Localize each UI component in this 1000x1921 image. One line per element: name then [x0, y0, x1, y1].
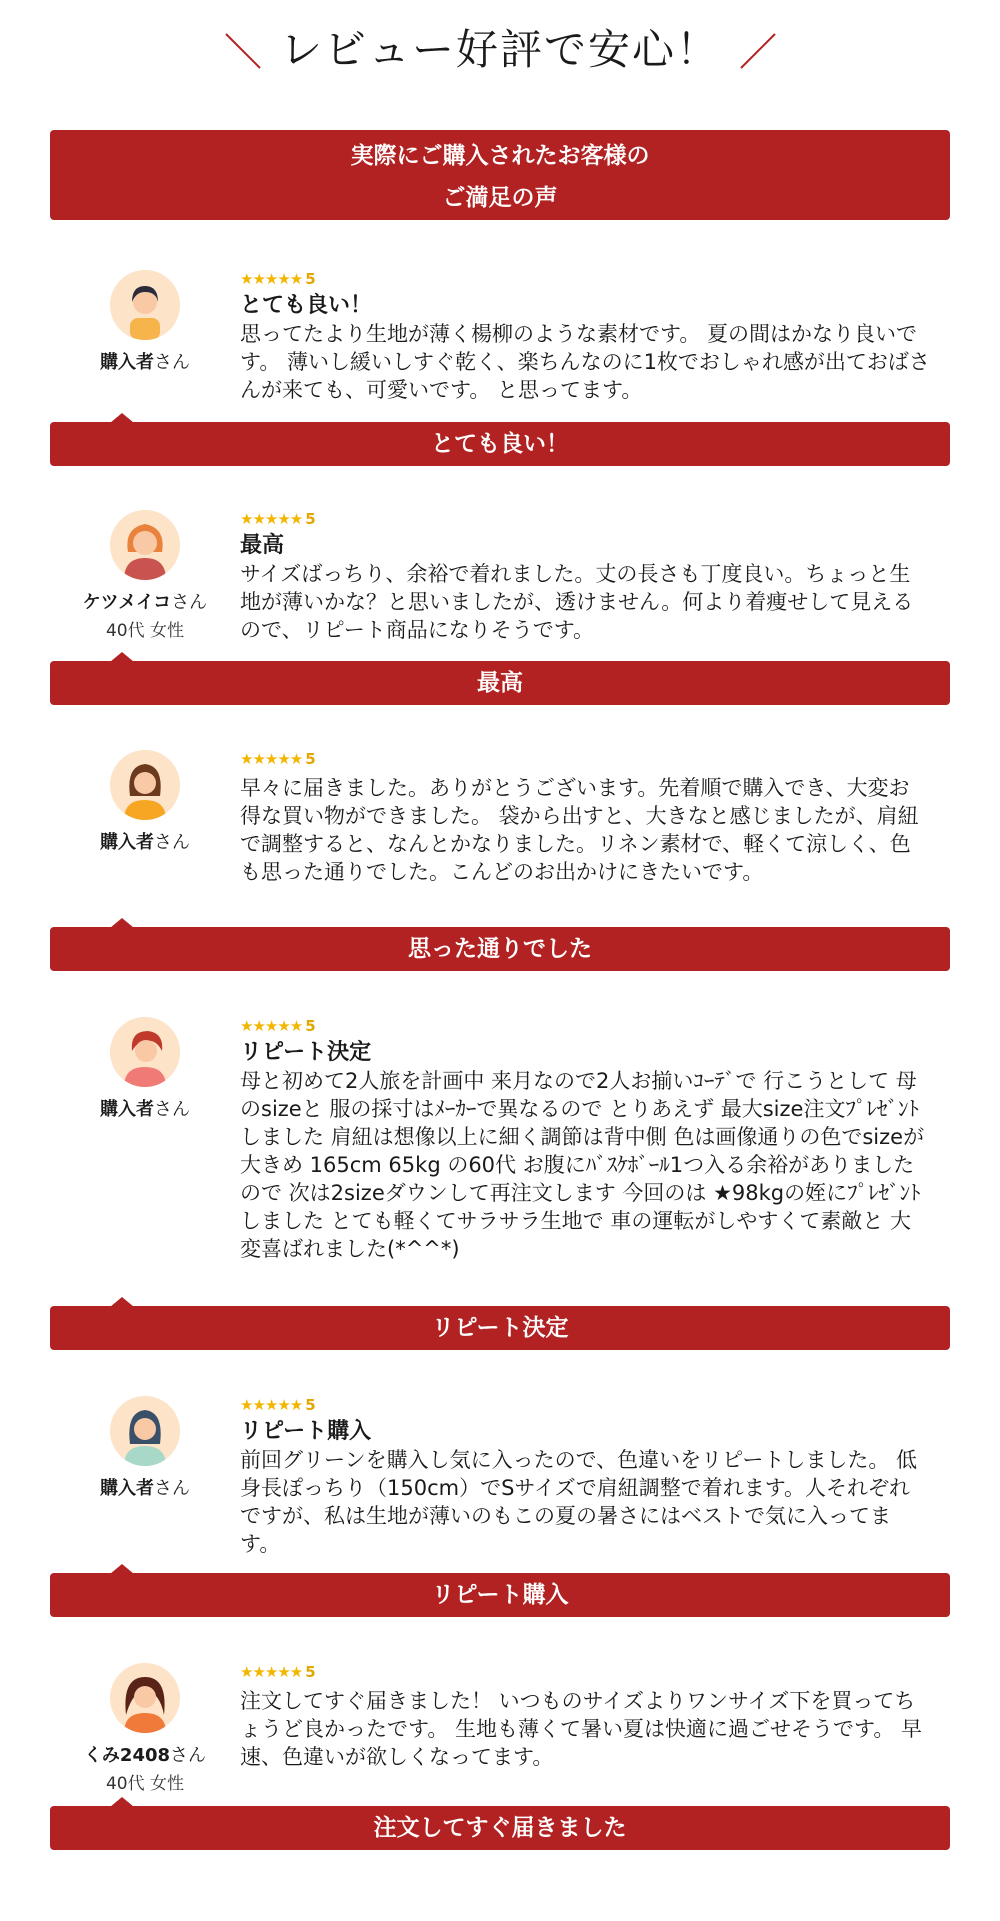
star-rating — [240, 510, 930, 528]
review-text: 思ってたより生地が薄く楊柳のような素材です。 夏の間はかなり良いです。 薄いし緩いしすぐ乾く、楽ちんなのに1枚でおしゃれ感が出ておばさんが来ても、可愛いです。 と思ってます。 — [240, 322, 930, 402]
review-text: 注文してすぐ届きました！ いつものサイズよりワンサイズ下を買ってちょうど良かったです。 生地も薄くて暑い夏は快適に過ごせそうです。 早速、色違いが欲しくなってます。 — [240, 1689, 922, 1769]
intro-banner — [50, 130, 950, 220]
banner-notch-icon — [110, 1797, 134, 1807]
woman-avatar-icon — [110, 270, 180, 340]
review-banner-label: とても良い！ — [431, 431, 569, 457]
star-rating — [240, 1017, 930, 1035]
review-banner — [50, 927, 950, 971]
review-banner — [50, 422, 950, 466]
rating-value: 5 — [305, 1663, 316, 1681]
banner-notch-icon — [110, 1297, 134, 1307]
review-banner — [50, 1306, 950, 1350]
review-banner-label: リピート決定 — [431, 1315, 569, 1341]
honorific: さん — [154, 352, 190, 373]
review-text: サイズばっちり、余裕で着れました。丈の長さも丁度良い。ちょっと生地が薄いかな？と思いましたが、透けません。何より着痩せして見えるので、リピート商品になりそうです。 — [240, 562, 914, 642]
woman-avatar-icon — [110, 1396, 180, 1466]
review-text: 早々に届きました。ありがとうございます。先着順で購入でき、大変お得な買い物ができました。 袋から出すと、大きなと感じましたが、肩紐で調整すると、なんとかなりました。リネン素材で、軽くて涼しく、色も思った通りでした。こんどのお出かけにきたいです。 — [240, 776, 919, 884]
review-title: リピート決定 — [240, 1040, 372, 1065]
review-banner — [50, 661, 950, 705]
star-rating — [240, 1396, 930, 1414]
rating-value: 5 — [305, 1396, 316, 1414]
review-banner — [50, 1806, 950, 1850]
honorific: さん — [154, 1099, 190, 1120]
reviewer-name: 購入者 — [100, 1099, 154, 1120]
review-banner-label: 最高 — [477, 670, 523, 696]
rating-value: 5 — [305, 750, 316, 768]
honorific: さん — [154, 832, 190, 853]
review-title: リピート購入 — [240, 1419, 372, 1444]
reviewer-name: くみ2408 — [83, 1745, 171, 1766]
review-text: 前回グリーンを購入し気に入ったので、色違いをリピートしました。 低身長ぽっちり（150cm）でSサイズで肩紐調整で着れます。人それぞれですが、私は生地が薄いのもこの夏の暑さにはベストで気に入ってます。 — [240, 1448, 917, 1556]
reviewer-name: 購入者 — [100, 352, 154, 373]
banner-notch-icon — [110, 1564, 134, 1574]
woman-avatar-icon — [110, 1017, 180, 1087]
stars-icon: ★★★★★ — [240, 1017, 303, 1035]
section-header — [0, 20, 1000, 80]
review-banner-label: 注文してすぐ届きました — [373, 1815, 627, 1841]
reviewer-name: 購入者 — [100, 1478, 154, 1499]
woman-avatar-icon — [110, 510, 180, 580]
review-banner-label: 思った通りでした — [408, 936, 592, 962]
reviewer-demographic: 40代 女性 — [105, 621, 185, 641]
review-banner — [50, 1573, 950, 1617]
stars-icon: ★★★★★ — [240, 270, 303, 288]
intro-banner-line2: ご満足の声 — [442, 185, 558, 211]
banner-notch-icon — [110, 652, 134, 662]
stars-icon: ★★★★★ — [240, 1396, 303, 1414]
review-title: とても良い！ — [240, 293, 373, 318]
stars-icon: ★★★★★ — [240, 1663, 303, 1681]
honorific: さん — [171, 592, 208, 613]
rating-value: 5 — [305, 510, 316, 528]
rating-value: 5 — [305, 270, 316, 288]
review-title: 最高 — [240, 533, 285, 558]
banner-notch-icon — [110, 918, 134, 928]
review-text: 母と初めて2人旅を計画中 来月なので2人お揃いｺｰﾃﾞで 行こうとして 母のsizeと 服の採寸はﾒｰｶｰで異なるので とりあえず 最大size注文ﾌﾟﾚｾﾞﾝﾄしました 肩紐は想像以上に細く調節は背中側 色は画像通りの色でsizeが大きめ 165cm 65kg の60代 お腹にﾊﾞｽｹﾎﾞｰﾙ1つ入る余裕がありました ので 次は2sizeダウンして再注文します 今回のは ★98kgの姪にﾌﾟﾚｾﾞﾝﾄしました とても軽くてサラサラ生地で 車の運転がしやすくて素敵と 大変喜ばれました(*^^*) — [240, 1069, 925, 1261]
star-rating — [240, 270, 930, 288]
stars-icon: ★★★★★ — [240, 510, 303, 528]
reviewer-demographic: 40代 女性 — [105, 1774, 185, 1794]
rating-value: 5 — [305, 1017, 316, 1035]
intro-banner-line1: 実際にご購入されたお客様の — [350, 143, 650, 169]
woman-avatar-icon — [110, 750, 180, 820]
right-slash-decoration — [735, 30, 779, 74]
honorific: さん — [170, 1745, 207, 1766]
star-rating — [240, 750, 930, 768]
reviewer-name: ケツメイコ — [82, 592, 172, 613]
banner-notch-icon — [110, 413, 134, 423]
stars-icon: ★★★★★ — [240, 750, 303, 768]
honorific: さん — [154, 1478, 190, 1499]
page-title: レビュー好評で安心！ — [279, 25, 720, 74]
review-banner-label: リピート購入 — [431, 1582, 569, 1608]
reviewer-name: 購入者 — [100, 832, 154, 853]
star-rating — [240, 1663, 930, 1681]
woman-avatar-icon — [110, 1663, 180, 1733]
